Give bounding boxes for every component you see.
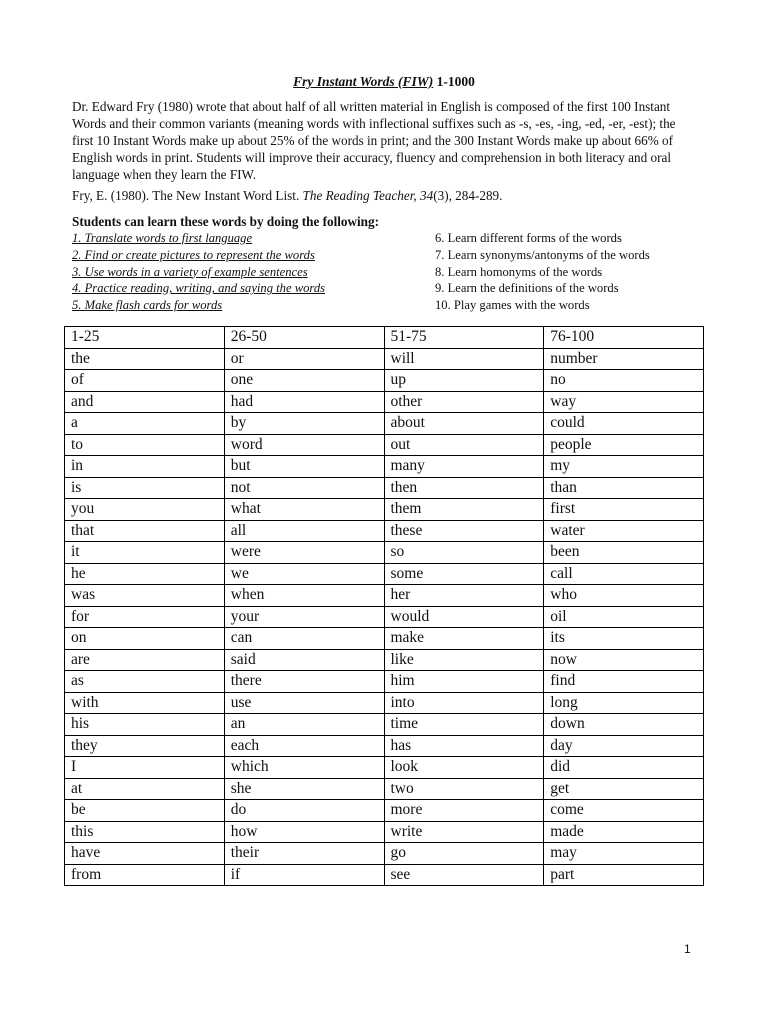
word-cell: his — [65, 714, 225, 736]
table-row — [65, 456, 704, 478]
word-cell: so — [384, 542, 544, 564]
strategy-item: 7. Learn synonyms/antonyms of the words — [435, 247, 650, 262]
column-header: 1-25 — [65, 327, 225, 349]
table-row — [65, 714, 704, 736]
word-table-body — [65, 348, 704, 886]
word-cell: these — [384, 520, 544, 542]
word-cell: the — [65, 348, 225, 370]
word-cell: said — [224, 649, 384, 671]
word-cell: if — [224, 864, 384, 886]
word-cell: we — [224, 563, 384, 585]
word-cell: part — [544, 864, 704, 886]
table-row — [65, 864, 704, 886]
column-header: 26-50 — [224, 327, 384, 349]
word-cell: by — [224, 413, 384, 435]
learn-heading: Students can learn these words by doing the following: — [72, 214, 380, 229]
word-cell: are — [65, 649, 225, 671]
column-header: 76-100 — [544, 327, 704, 349]
word-cell: number — [544, 348, 704, 370]
word-cell: for — [65, 606, 225, 628]
word-cell: were — [224, 542, 384, 564]
word-cell: this — [65, 821, 225, 843]
word-cell: then — [384, 477, 544, 499]
word-cell: could — [544, 413, 704, 435]
word-cell: there — [224, 671, 384, 693]
word-cell: other — [384, 391, 544, 413]
table-row — [65, 606, 704, 628]
word-cell: I — [65, 757, 225, 779]
word-cell: its — [544, 628, 704, 650]
strategy-item: 1. Translate words to first language — [72, 231, 253, 245]
word-cell: people — [544, 434, 704, 456]
table-row — [65, 585, 704, 607]
word-cell: him — [384, 671, 544, 693]
word-cell: down — [544, 714, 704, 736]
word-cell: now — [544, 649, 704, 671]
word-cell: not — [224, 477, 384, 499]
word-cell: long — [544, 692, 704, 714]
word-cell: how — [224, 821, 384, 843]
word-cell: each — [224, 735, 384, 757]
word-cell: than — [544, 477, 704, 499]
table-row — [65, 757, 704, 779]
word-cell: no — [544, 370, 704, 392]
citation — [72, 187, 694, 204]
word-cell: in — [65, 456, 225, 478]
word-cell: some — [384, 563, 544, 585]
word-cell: or — [224, 348, 384, 370]
table-row — [65, 778, 704, 800]
title-range: 1-1000 — [433, 74, 475, 89]
table-row — [65, 370, 704, 392]
word-cell: have — [65, 843, 225, 865]
table-header-row — [65, 327, 704, 349]
word-cell: write — [384, 821, 544, 843]
word-cell: call — [544, 563, 704, 585]
word-cell: my — [544, 456, 704, 478]
table-row — [65, 692, 704, 714]
word-table — [64, 326, 704, 886]
table-row — [65, 735, 704, 757]
table-row — [65, 348, 704, 370]
table-row — [65, 843, 704, 865]
word-cell: it — [65, 542, 225, 564]
word-cell: from — [65, 864, 225, 886]
word-cell: up — [384, 370, 544, 392]
strategy-item: 6. Learn different forms of the words — [435, 231, 622, 245]
word-cell: her — [384, 585, 544, 607]
word-cell: their — [224, 843, 384, 865]
table-row — [65, 542, 704, 564]
word-cell: about — [384, 413, 544, 435]
word-cell: a — [65, 413, 225, 435]
word-cell: may — [544, 843, 704, 865]
word-cell: time — [384, 714, 544, 736]
word-cell: two — [384, 778, 544, 800]
word-cell: see — [384, 864, 544, 886]
strategies-list-left — [72, 230, 422, 314]
intro-paragraph: Dr. Edward Fry (1980) wrote that about half of all written material in English is composed of the first 100 Instant Words and their common variants (meaning words with inflectional suffixes such as -s, -es, -ing, -ed, -er, -est); the first 10 Instant Words make up about 25% of the words in print; and the 300 Instant Words make up about 66% of English words in print. Students will improve their accuracy, fluency and comprehension in both literacy and oral language when they learn the FIW. — [72, 99, 676, 182]
word-cell: all — [224, 520, 384, 542]
title-italic: Fry Instant Words (FIW) — [293, 74, 434, 89]
word-cell: is — [65, 477, 225, 499]
table-row — [65, 628, 704, 650]
word-cell: was — [65, 585, 225, 607]
word-cell: but — [224, 456, 384, 478]
word-cell: which — [224, 757, 384, 779]
citation-start: Fry, E. (1980). The New Instant Word List. — [72, 188, 303, 203]
word-cell: them — [384, 499, 544, 521]
word-cell: what — [224, 499, 384, 521]
table-row — [65, 413, 704, 435]
table-row — [65, 520, 704, 542]
word-cell: many — [384, 456, 544, 478]
table-row — [65, 563, 704, 585]
strategy-item: 5. Make flash cards for words — [72, 298, 223, 313]
strategy-item: 9. Learn the definitions of the words — [435, 281, 619, 296]
strategy-item: 10. Play games with the words — [435, 298, 590, 313]
word-cell: into — [384, 692, 544, 714]
word-cell: be — [65, 800, 225, 822]
table-row — [65, 391, 704, 413]
word-cell: oil — [544, 606, 704, 628]
word-cell: one — [224, 370, 384, 392]
word-cell: you — [65, 499, 225, 521]
word-cell: did — [544, 757, 704, 779]
strategy-item: 2. Find or create pictures to represent the words — [72, 247, 315, 262]
word-cell: do — [224, 800, 384, 822]
word-cell: and — [65, 391, 225, 413]
table-row — [65, 477, 704, 499]
word-cell: been — [544, 542, 704, 564]
word-cell: when — [224, 585, 384, 607]
word-cell: he — [65, 563, 225, 585]
word-cell: at — [65, 778, 225, 800]
word-cell: with — [65, 692, 225, 714]
word-cell: of — [65, 370, 225, 392]
table-row — [65, 499, 704, 521]
word-cell: to — [65, 434, 225, 456]
word-cell: will — [384, 348, 544, 370]
word-cell: find — [544, 671, 704, 693]
word-cell: use — [224, 692, 384, 714]
document-title — [0, 74, 768, 90]
word-cell: more — [384, 800, 544, 822]
word-cell: make — [384, 628, 544, 650]
word-cell: made — [544, 821, 704, 843]
word-cell: day — [544, 735, 704, 757]
word-cell: get — [544, 778, 704, 800]
word-cell: go — [384, 843, 544, 865]
word-cell: has — [384, 735, 544, 757]
word-cell: come — [544, 800, 704, 822]
column-header: 51-75 — [384, 327, 544, 349]
word-cell: who — [544, 585, 704, 607]
table-row — [65, 671, 704, 693]
table-row — [65, 649, 704, 671]
word-cell: can — [224, 628, 384, 650]
word-cell: out — [384, 434, 544, 456]
word-cell: word — [224, 434, 384, 456]
word-cell: would — [384, 606, 544, 628]
word-cell: as — [65, 671, 225, 693]
word-cell: water — [544, 520, 704, 542]
word-cell: look — [384, 757, 544, 779]
strategy-item: 3. Use words in a variety of example sentences — [72, 264, 308, 279]
word-cell: an — [224, 714, 384, 736]
word-cell: your — [224, 606, 384, 628]
strategies-list-right — [435, 230, 735, 314]
word-cell: she — [224, 778, 384, 800]
table-row — [65, 821, 704, 843]
strategy-item: 8. Learn homonyms of the words — [435, 264, 603, 279]
word-cell: that — [65, 520, 225, 542]
word-cell: like — [384, 649, 544, 671]
table-row — [65, 434, 704, 456]
page-number: 1 — [684, 942, 691, 956]
word-cell: they — [65, 735, 225, 757]
citation-end: (3), 284-289. — [433, 188, 503, 203]
word-cell: on — [65, 628, 225, 650]
table-row — [65, 800, 704, 822]
citation-journal: The Reading Teacher, 34 — [302, 188, 434, 203]
word-cell: way — [544, 391, 704, 413]
strategy-item: 4. Practice reading, writing, and saying the words — [72, 281, 326, 296]
word-cell: first — [544, 499, 704, 521]
word-cell: had — [224, 391, 384, 413]
